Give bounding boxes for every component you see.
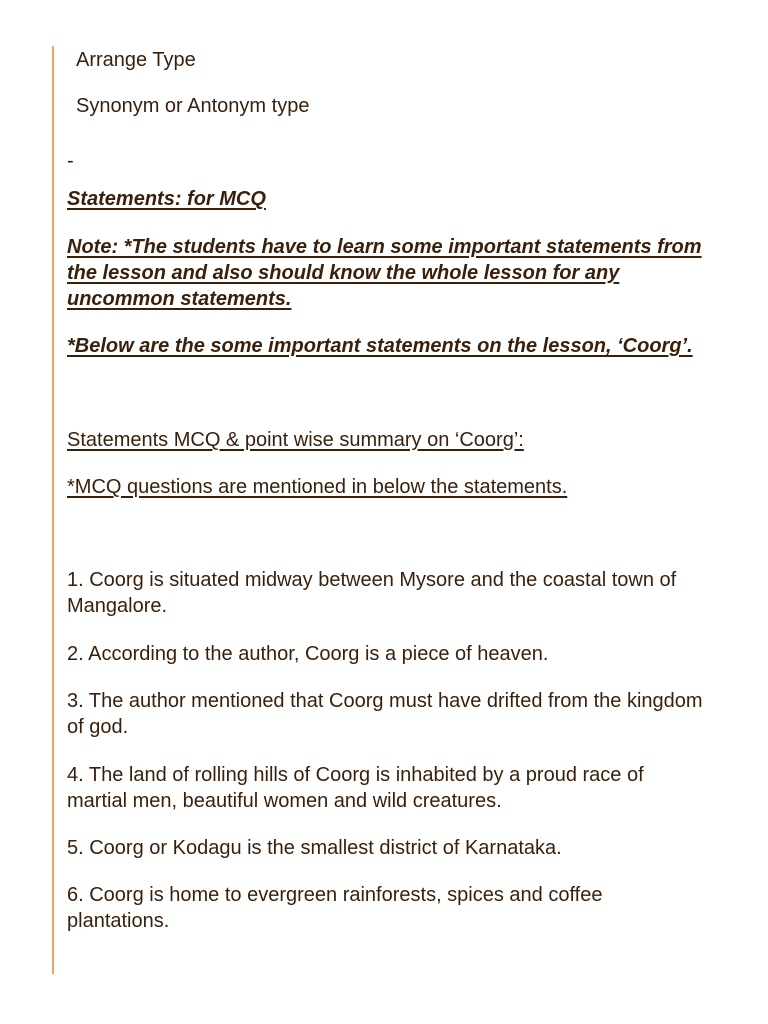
statements-heading: Statements: for MCQ [67,188,266,210]
statement-item-1: 1. Coorg is situated midway between Mysore and the coastal town of Mangalore. [67,569,677,617]
mcq-note: *MCQ questions are mentioned in below the statements. [67,476,568,498]
statement-item-5: 5. Coorg or Kodagu is the smallest district of Karnataka. [67,837,562,859]
statement-item-6: 6. Coorg is home to evergreen rainforests, spices and coffee plantations. [67,884,603,932]
note-paragraph: Note: *The students have to learn some important statements from the lesson and also should know the whole lesson for any uncommon statements. [67,236,702,310]
below-note-paragraph: *Below are the some important statements on the lesson, ‘Coorg’. [67,335,693,357]
statement-item-4: 4. The land of rolling hills of Coorg is inhabited by a proud race of martial men, beautiful women and wild creatures. [67,764,644,812]
header-item-arrange-type: Arrange Type [76,49,196,71]
header-item-synonym-antonym: Synonym or Antonym type [76,95,310,117]
statement-item-2: 2. According to the author, Coorg is a piece of heaven. [67,643,549,665]
dash-separator: - [67,150,74,172]
summary-heading: Statements MCQ & point wise summary on ‘Coorg’: [67,429,524,451]
statement-item-3: 3. The author mentioned that Coorg must have drifted from the kingdom of god. [67,690,703,738]
document-content [67,45,707,934]
left-border-rule [52,46,54,974]
